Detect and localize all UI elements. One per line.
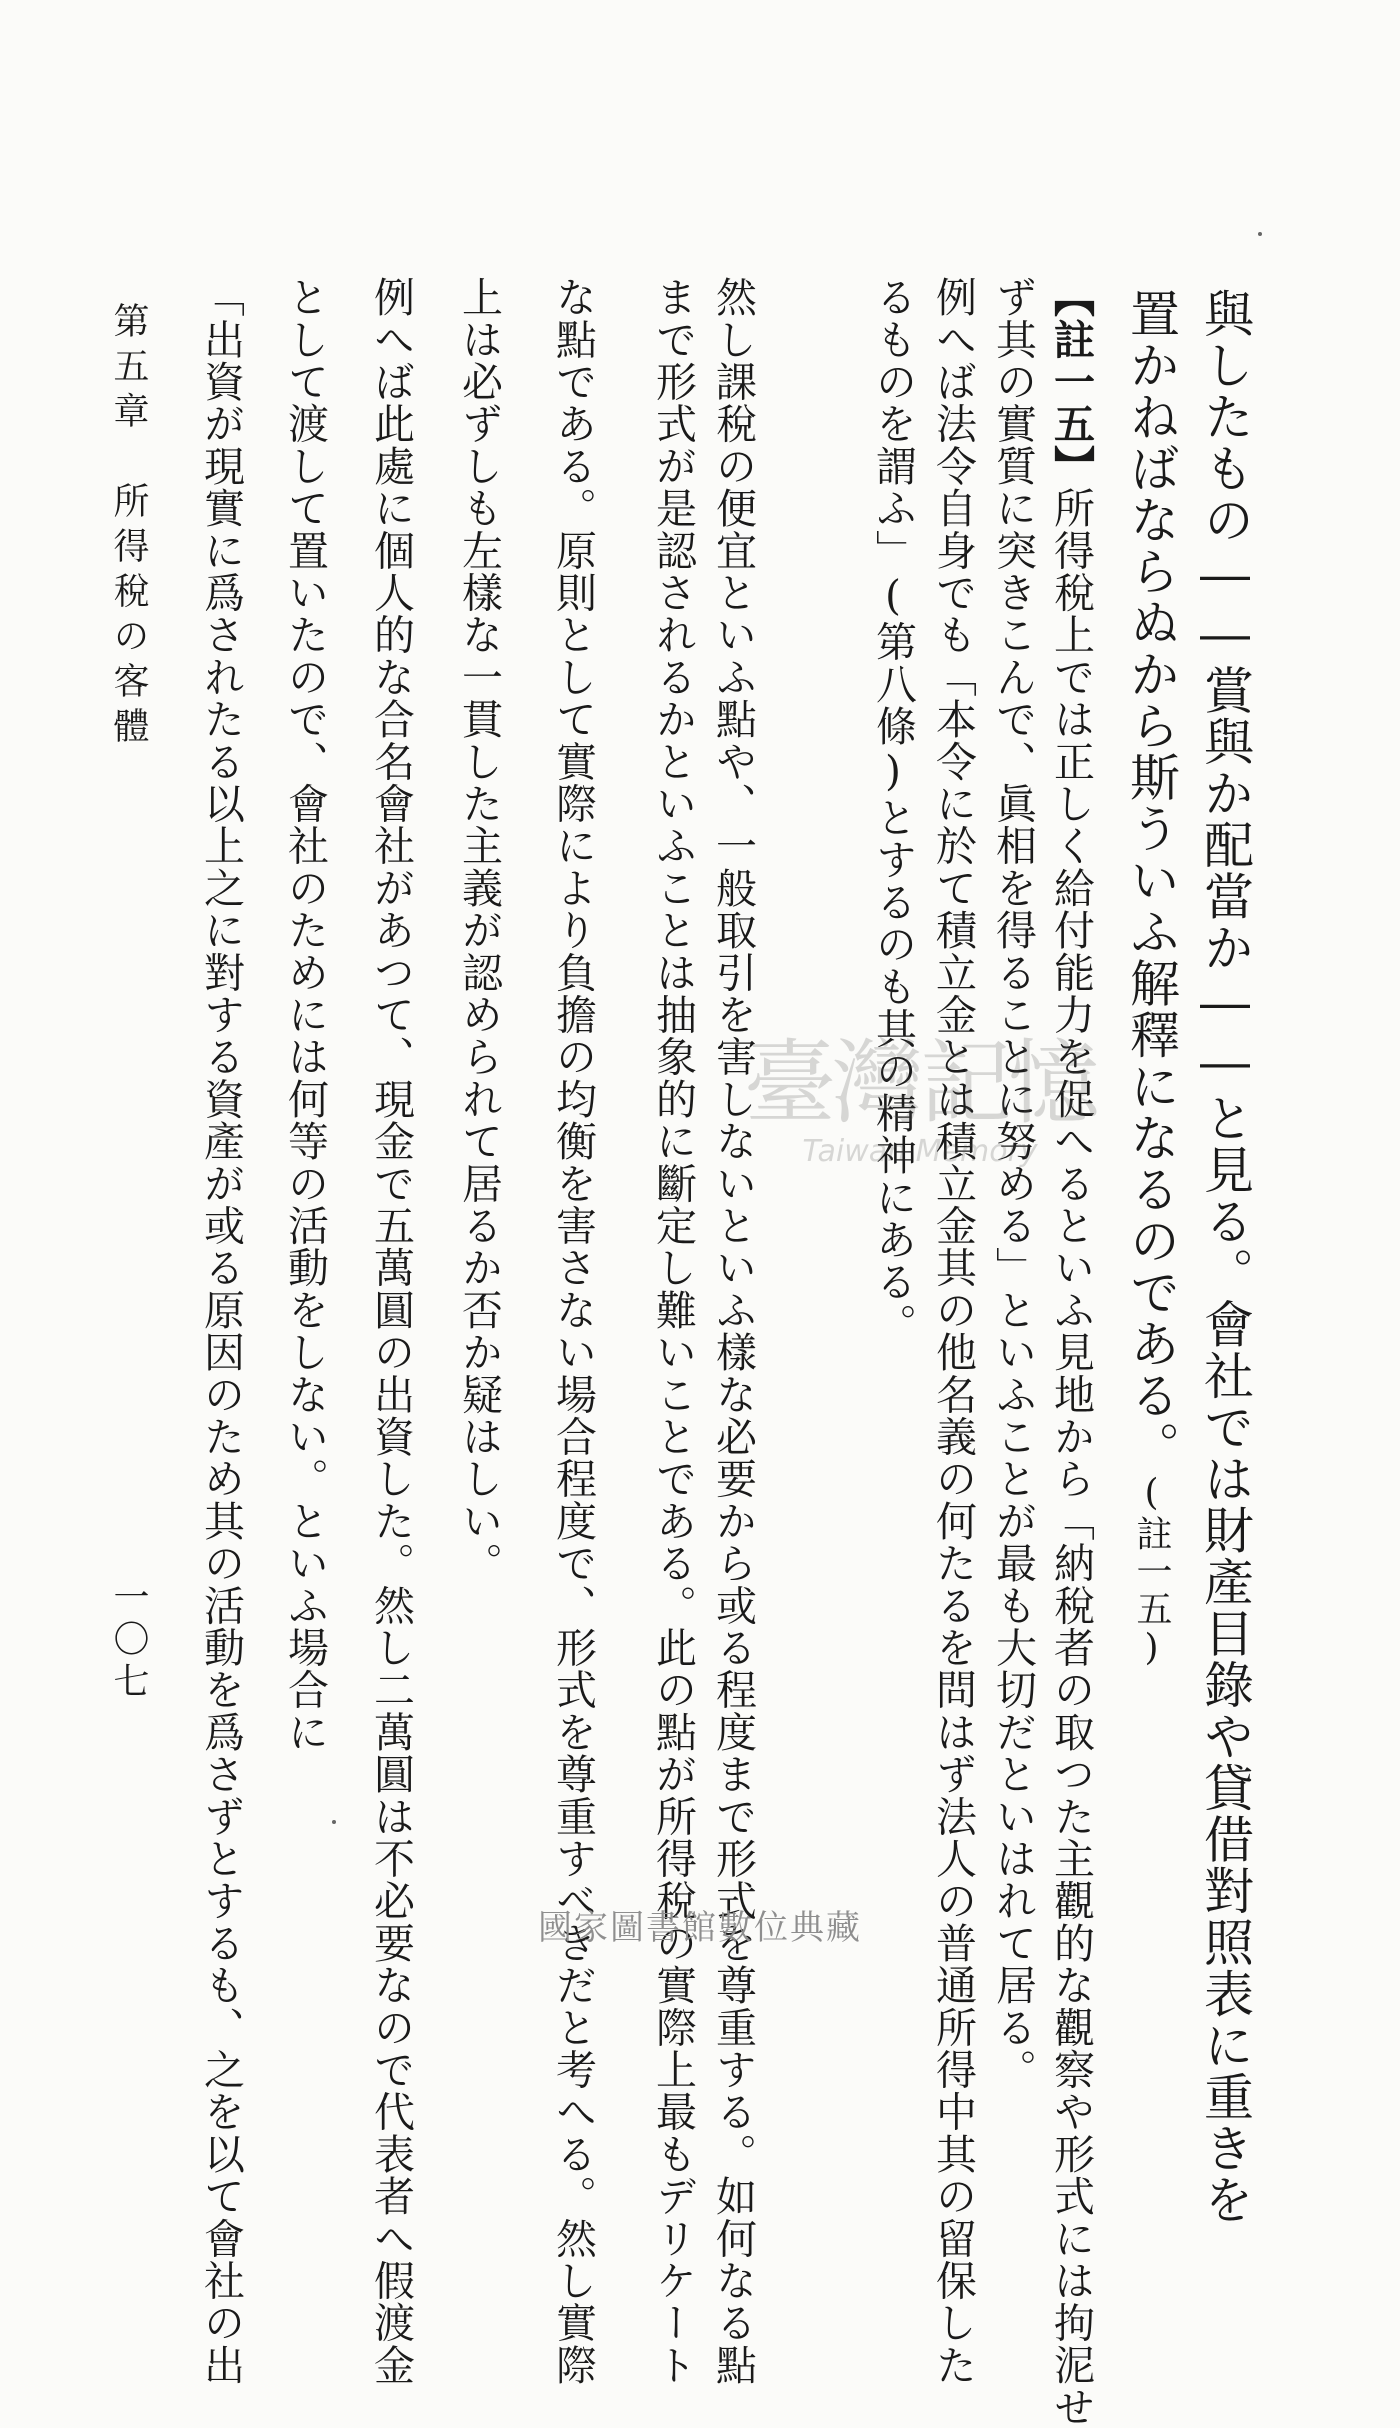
- watermark-main: 臺灣記憶: [743, 1030, 1096, 1137]
- note-line-2: ず其の實質に突きこんで、眞相を得ることに努める」といふことが最も大切だといはれて居る。: [989, 276, 1037, 2091]
- main-text-line-2-body: 置かねばならぬから斯ういふ解釋になるのである。: [1122, 288, 1180, 1473]
- note-line-9: 例へば此處に個人的な合名會社があつて、現金で五萬圓の出資した。然し二萬圓は不必要なので代表者へ假渡金: [367, 276, 415, 2386]
- note-line-1-text: 所得稅上では正しく給付能力を促へるといふ見地から「納稅者の取つた主觀的な觀察や形式には拘泥せ: [1047, 487, 1095, 2428]
- main-text-line-2: [1122, 288, 1180, 1670]
- note-line-4: るものを謂ふ」(第八條)とするのも其の精神にある。: [869, 276, 917, 1345]
- chapter-title: 第五章 所得稅の客體: [108, 302, 149, 752]
- main-text-line-1: 與したもの――賞與か配當か――と見る。會社では財產目錄や貸借對照表に重きを: [1196, 288, 1254, 2226]
- note-line-6: まで形式が是認されるかといふことは抽象的に斷定し難いことである。此の點が所得稅の實際上最もデリケート: [649, 276, 697, 2386]
- note-line-10: として渡して置いたので、會社のためには何等の活動をしない。といふ場合に: [281, 276, 329, 1753]
- note-label: 【註一五】: [1047, 276, 1095, 487]
- note-line-3: 例へば法令自身でも「本令に於て積立金とは積立金其の他名義の何たるを問はず法人の普通所得中其の留保した: [929, 276, 977, 2386]
- watermark: [660, 1010, 1180, 1169]
- note-reference: (註一五): [1131, 1472, 1172, 1670]
- watermark-sub: Taiwan Memory: [802, 1134, 1038, 1169]
- scan-speck: [1258, 232, 1262, 236]
- note-line-8: 上は必ずしも左樣な一貫した主義が認められて居るか否か疑はしい。: [455, 276, 503, 1585]
- scan-speck: [332, 1820, 336, 1824]
- page-number: 一〇七: [108, 1578, 149, 1704]
- note-line-1: [1047, 276, 1095, 2428]
- note-line-7: な點である。原則として實際により負擔の均衡を害さない場合程度で、形式を尊重すべきだと考へる。然し實際: [549, 276, 597, 2386]
- note-line-11: 「出資が現實に爲されたる以上之に對する資產が或る原因のため其の活動を爲さずとするも、之を以て會社の出: [197, 276, 245, 2386]
- note-line-5: 然し課稅の便宜といふ點や、一般取引を害しないといふ樣な必要から或る程度まで形式を尊重する。如何なる點: [709, 276, 757, 2386]
- archive-label: 國家圖書館數位典藏: [538, 1908, 862, 1948]
